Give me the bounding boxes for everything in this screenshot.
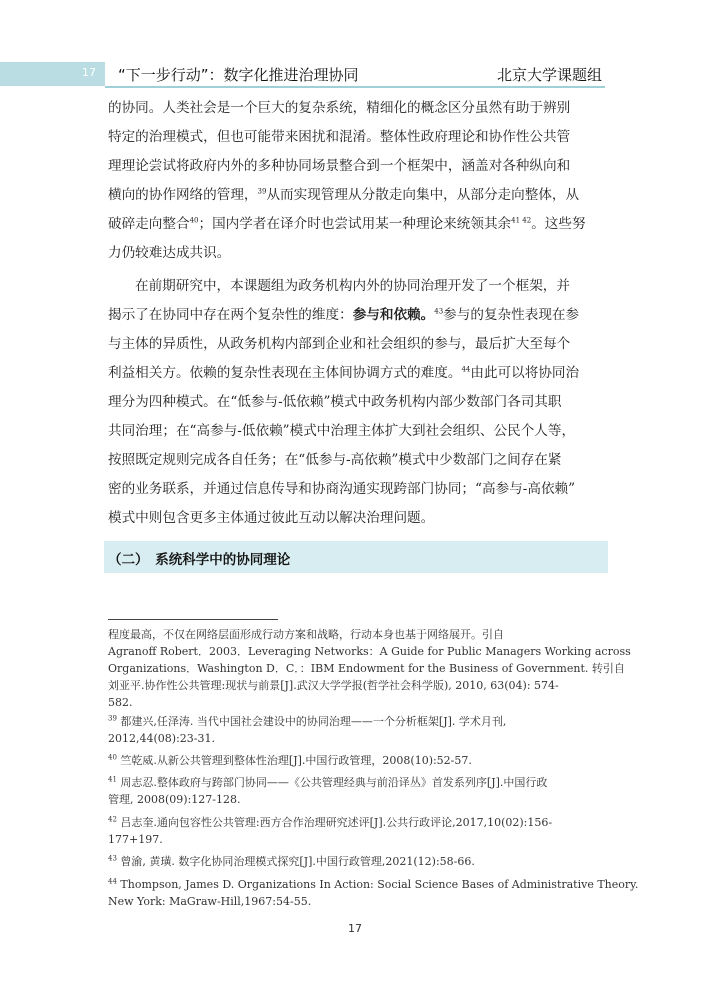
footnote-line: 程度最高，不仅在网络层面形成行动方案和战略，行动本身也基于网络展开。引自	[108, 628, 504, 641]
footnote-line: Agranoff Robert．2003．Leveraging Networks：A Guide for Public Managers Working across	[108, 645, 631, 658]
text-line: 理理论尝试将政府内外的多种协同场景整合到一个框架中，涵盖对各种纵向和	[108, 158, 571, 174]
footnote-number: 42	[108, 815, 117, 824]
text-segment: 破碎走向整合	[108, 216, 190, 232]
text-line: 在前期研究中，本课题组为政务机构内外的协同治理开发了一个框架，并	[135, 278, 570, 294]
text-segment: 利益相关方。依赖的复杂性表现在主体间协调方式的难度。	[108, 365, 462, 381]
footnote-text: 吕志奎.通向包容性公共管理:西方合作治理研究述评[J].公共行政评论,2017,10(02):156-	[120, 816, 553, 829]
footnote-43	[108, 853, 608, 870]
footnote-40	[108, 752, 608, 769]
footnote-line	[108, 713, 608, 730]
text-line: 特定的治理模式，但也可能带来困扰和混淆。整体性政府理论和协作性公共管	[108, 129, 571, 145]
text-segment: ；国内学者在译介时也尝试用某一种理论来统领其余	[198, 216, 512, 232]
footnote-continuation	[108, 626, 631, 711]
text-line: 共同治理；在“高参与-低依赖”模式中治理主体扩大到社会组织、公民个人等，	[108, 423, 576, 439]
text-line: 揭示了在协同中存在两个复杂性的维度：参与和依赖。$^{43}$参与的复杂性表现在参	[108, 307, 580, 323]
text-line: 的协同。人类社会是一个巨大的复杂系统，精细化的概念区分虽然有助于辨别	[108, 100, 571, 116]
text-line	[108, 181, 604, 210]
footnote-text: 都建兴,任泽涛. 当代中国社会建设中的协同治理——一个分析框架[J]. 学术月刊,	[120, 715, 507, 728]
text-line	[108, 210, 604, 239]
footnote-number: 44	[108, 877, 117, 886]
footnote-line	[108, 853, 608, 870]
footnote-line: 管理, 2008(09):127-128.	[108, 793, 241, 806]
paragraph-1	[108, 94, 604, 268]
footnote-line: 177+197.	[108, 833, 163, 846]
text-line: 按照既定规则完成各自任务；在“低参与-高依赖”模式中少数部门之间存在紧	[108, 452, 562, 468]
text-line	[108, 359, 604, 388]
text-segment: 参与的复杂性表现在参	[443, 307, 580, 323]
paragraph-2	[108, 272, 604, 533]
footnote-ref: 44	[461, 365, 471, 374]
footnote-39	[108, 713, 608, 747]
footnote-44	[108, 876, 639, 910]
header-organization: 北京大学课题组	[496, 66, 602, 84]
footnote-line: 刘亚平.协作性公共管理:现状与前景[J].武汉大学学报(哲学社会科学版), 2010, 63(04): 574-	[108, 679, 559, 692]
header-rule	[105, 86, 605, 88]
text-line: 力仍较难达成共识。	[108, 245, 231, 261]
text-line: 理分为四种模式。在“低参与-低依赖”模式中政务机构内部少数部门各司其职	[108, 394, 562, 410]
footnote-text: Thompson, James D. Organizations In Action: Social Science Bases of Administrative Theory.	[120, 878, 639, 891]
text-segment: 由此可以将协同治	[470, 365, 580, 381]
footnote-line: Organizations．Washington D．C．：IBM Endowment for the Business of Government. 转引自	[108, 662, 625, 675]
footnote-text: 曾渝, 黄璜. 数字化协同治理模式探究[J].中国行政管理,2021(12):58-66.	[120, 855, 475, 868]
text-line: 密的业务联系，并通过信息传导和协商沟通实现跨部门协同；“高参与-高依赖”	[108, 481, 576, 497]
footnote-number: 40	[108, 753, 117, 762]
text-segment: 。这些努	[531, 216, 586, 232]
footnote-text: 周志忍.整体政府与跨部门协同——《公共管理经典与前沿译丛》首发系列序[J].中国行政	[120, 776, 548, 789]
header-page-number: 17	[82, 66, 96, 79]
bold-term: 参与和依赖	[352, 307, 421, 323]
footnote-separator	[108, 619, 278, 620]
text-line: 与主体的异质性，从政务机构内部到企业和社会组织的参与，最后扩大至每个	[108, 336, 571, 352]
footer-page-number: 17	[348, 922, 362, 935]
footnote-line: 2012,44(08):23-31.	[108, 732, 215, 745]
footnote-text: 竺乾威.从新公共管理到整体性治理[J].中国行政管理，2008(10):52-57.	[120, 754, 472, 767]
footnote-number: 39	[108, 714, 117, 723]
footnote-line: New York: MaGraw-Hill,1967:54-55.	[108, 895, 312, 908]
footnote-ref: 41 42	[511, 216, 532, 225]
text-line: 模式中则包含更多主体通过彼此互动以解决治理问题。	[108, 510, 435, 526]
text-segment: 揭示了在协同中存在两个复杂性的维度：	[108, 307, 353, 323]
footnote-42	[108, 814, 608, 848]
text-segment: 从而实现管理从分散走向集中，从部分走向整体，从	[266, 187, 580, 203]
section-heading-bar	[104, 541, 608, 573]
running-header	[0, 62, 710, 96]
footnote-number: 41	[108, 775, 117, 784]
section-title: （二） 系统科学中的协同理论	[108, 552, 291, 568]
footnote-line	[108, 752, 608, 769]
footnote-ref: 40	[189, 216, 199, 225]
footnote-number: 43	[108, 854, 117, 863]
text-segment: 横向的协作网络的管理，	[108, 187, 258, 203]
footnote-line	[108, 876, 639, 893]
footnote-ref: 43	[434, 307, 444, 316]
footnote-ref: 39	[257, 187, 267, 196]
footnote-line	[108, 774, 608, 791]
footnote-41	[108, 774, 608, 808]
footnote-line: 582.	[108, 696, 133, 709]
footnote-line	[108, 814, 608, 831]
header-title: “下一步行动”：数字化推进治理协同	[118, 66, 359, 84]
